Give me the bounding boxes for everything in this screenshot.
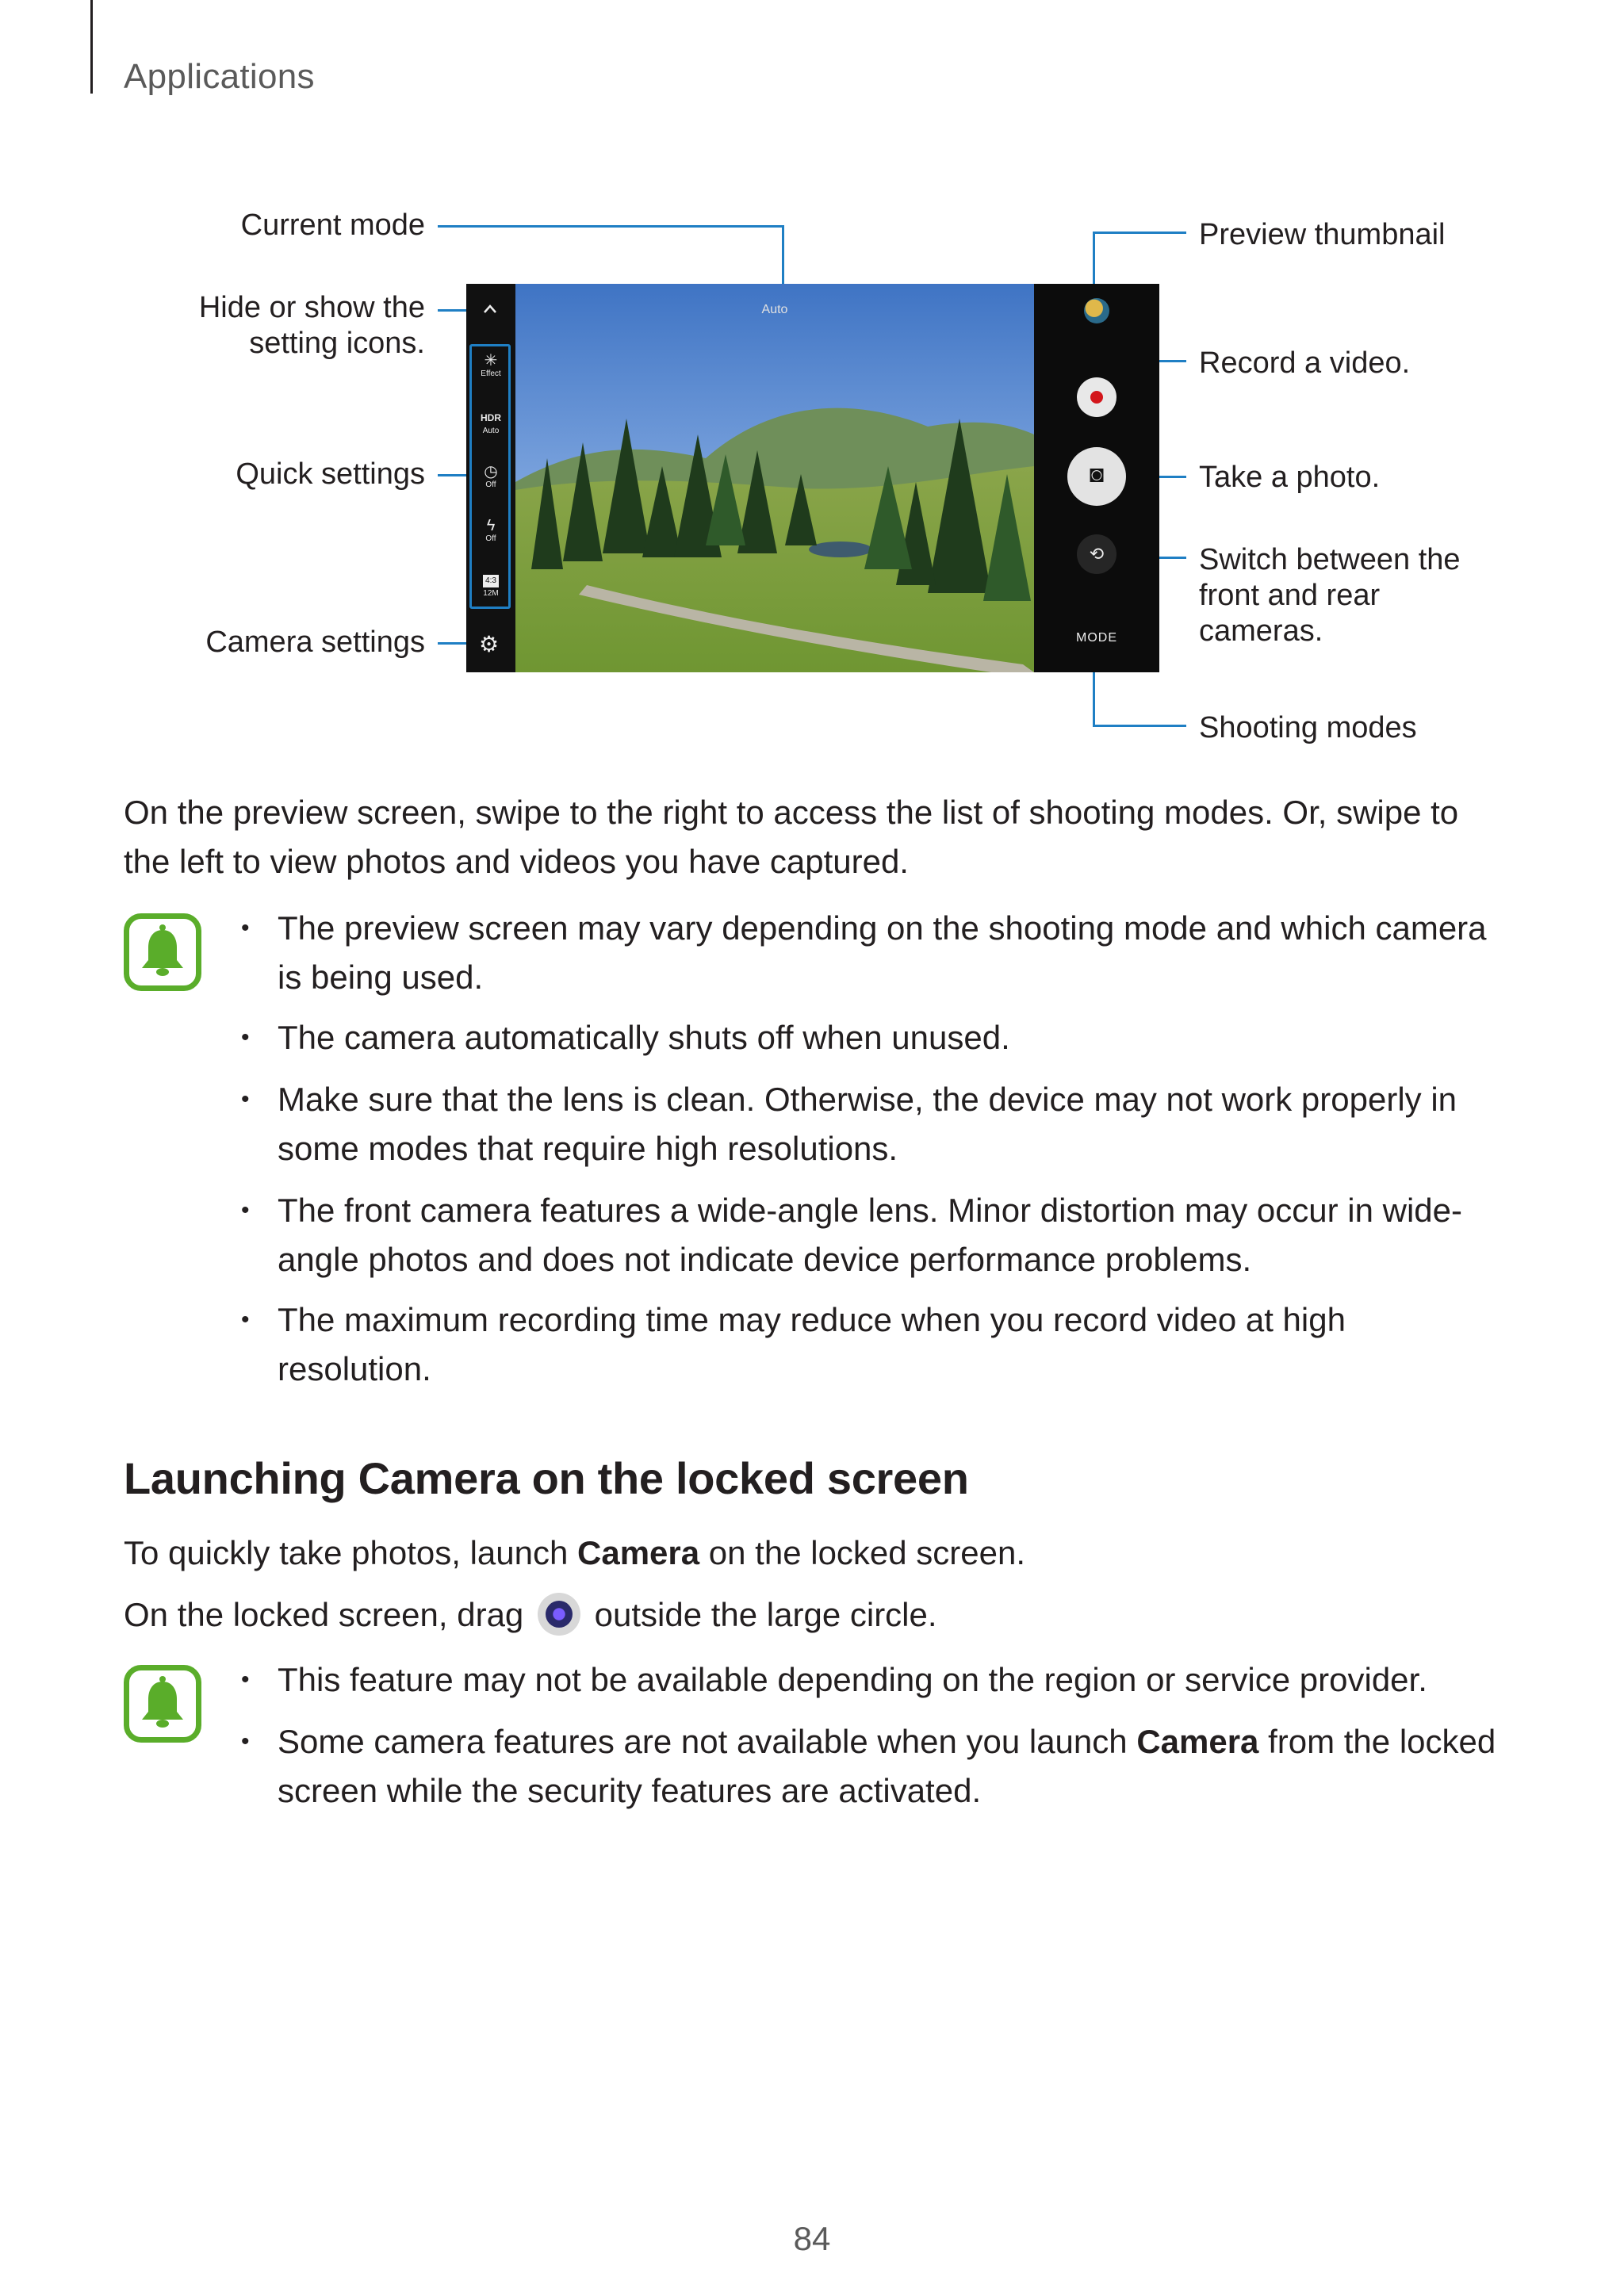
list-item: • Some camera features are not available when you launch Camera from the locked screen while the security features are activated. (241, 1723, 1496, 1809)
switch-camera-button[interactable] (1077, 534, 1116, 574)
header-rule (90, 0, 93, 94)
ratio-icon: 4:3 (483, 575, 499, 587)
note-text: The maximum recording time may reduce when you record video at high resolution. (278, 1301, 1346, 1387)
label-quick-settings: Quick settings (236, 457, 425, 491)
label-camera-settings: Camera settings (205, 626, 425, 659)
section-heading: Launching Camera on the locked screen (124, 1453, 969, 1503)
effect-icon: ✳ (484, 352, 498, 369)
label-preview-thumbnail: Preview thumbnail (1199, 218, 1446, 251)
label-record-video: Record a video. (1199, 346, 1411, 380)
flash-button[interactable] (466, 517, 515, 544)
note-text: The camera automatically shuts off when unused. (278, 1019, 1010, 1056)
timer-button[interactable] (466, 463, 515, 490)
camera-app-icon (538, 1593, 580, 1636)
list-item: • The front camera features a wide-angle lens. Minor distortion may occur in wide-angle photos and does not indicate device performance problems. (241, 1192, 1462, 1278)
label-take-photo: Take a photo. (1199, 461, 1381, 494)
p2-text: On the locked screen, drag (124, 1596, 533, 1633)
preview-thumbnail[interactable] (1084, 298, 1109, 323)
leader-thumb-h (1093, 232, 1186, 234)
page-number: 84 (793, 2220, 831, 2257)
label-hide-show-line1: Hide or show the (198, 291, 425, 324)
record-video-button[interactable] (1077, 377, 1116, 417)
label-hide-show (159, 290, 425, 362)
ratio-button[interactable] (466, 572, 515, 599)
list-item: • The camera automatically shuts off when unused. (241, 1019, 1010, 1056)
effect-button[interactable] (466, 352, 515, 379)
label-shooting-modes: Shooting modes (1199, 711, 1417, 744)
hdr-label: Auto (482, 427, 500, 435)
section2-paragraph-1 (124, 1529, 1503, 1578)
current-mode-text: Auto (761, 303, 788, 316)
note-text: The front camera features a wide-angle lens. Minor distortion may occur in wide-angle photos and does not indicate device performance problems. (278, 1192, 1462, 1278)
landscape-preview-image (515, 284, 1034, 672)
hdr-icon: HDR (481, 412, 501, 423)
switch-camera-icon: ⟲ (1089, 544, 1105, 564)
note-text: Some camera features are not available when you launch (278, 1723, 1137, 1760)
timer-icon: ◷ (484, 463, 498, 480)
section-title: Applications (124, 57, 315, 96)
p1-bold: Camera (577, 1534, 700, 1571)
gear-icon[interactable]: ⚙ (479, 632, 500, 656)
note-text: This feature may not be available depending on the region or service provider. (278, 1661, 1427, 1698)
note-text-after: from the locked screen while the security features are activated. (278, 1723, 1496, 1809)
notice-bell-icon (124, 1665, 201, 1743)
label-switch-line1: Switch between the (1199, 543, 1461, 576)
intro-paragraph: On the preview screen, swipe to the right to access the list of shooting modes. Or, swipe to the left to view photos and videos you have captured. (124, 794, 1459, 880)
note-text: Make sure that the lens is clean. Otherwise, the device may not work properly in some modes that require high resolutions. (278, 1081, 1457, 1167)
leader-modes-h (1093, 725, 1186, 727)
record-icon (1090, 391, 1103, 404)
list-item: • The preview screen may vary depending on the shooting mode and which camera is being used. (241, 909, 1487, 996)
camera-preview-screen (466, 284, 1159, 672)
label-switch-cameras (1199, 542, 1461, 649)
camera-icon: ◙ (1089, 461, 1105, 488)
mode-button[interactable]: MODE (1076, 631, 1117, 645)
leader-current-mode-h (438, 225, 783, 228)
take-photo-button[interactable] (1067, 447, 1126, 506)
list-item: • The maximum recording time may reduce when you record video at high resolution. (241, 1301, 1346, 1387)
ratio-label: 12M (483, 589, 499, 598)
label-switch-line3: cameras. (1199, 614, 1323, 648)
note-bold: Camera (1136, 1723, 1259, 1760)
effect-label: Effect (481, 369, 501, 378)
p1-text: To quickly take photos, launch (124, 1534, 578, 1571)
flash-label: Off (485, 534, 496, 543)
label-hide-show-line2: setting icons. (249, 327, 425, 360)
note-text: The preview screen may vary depending on the shooting mode and which camera is being used. (278, 909, 1487, 996)
hdr-button[interactable] (466, 409, 515, 436)
quick-settings-bar (466, 284, 515, 672)
list-item: • Make sure that the lens is clean. Otherwise, the device may not work properly in some modes that require high resolutions. (241, 1081, 1457, 1167)
list-item: • This feature may not be available depending on the region or service provider. (241, 1661, 1427, 1698)
flash-off-icon: ϟ (486, 517, 496, 534)
p2-text-after: outside the large circle. (584, 1596, 937, 1633)
label-current-mode: Current mode (240, 209, 425, 242)
section2-paragraph-2 (124, 1590, 1503, 1640)
label-switch-line2: front and rear (1199, 579, 1381, 612)
timer-label: Off (485, 480, 496, 489)
capture-controls-bar (1034, 284, 1159, 672)
p1-text-after: on the locked screen. (699, 1534, 1026, 1571)
notice-bell-icon (124, 913, 201, 991)
chevron-up-icon[interactable] (482, 301, 498, 317)
